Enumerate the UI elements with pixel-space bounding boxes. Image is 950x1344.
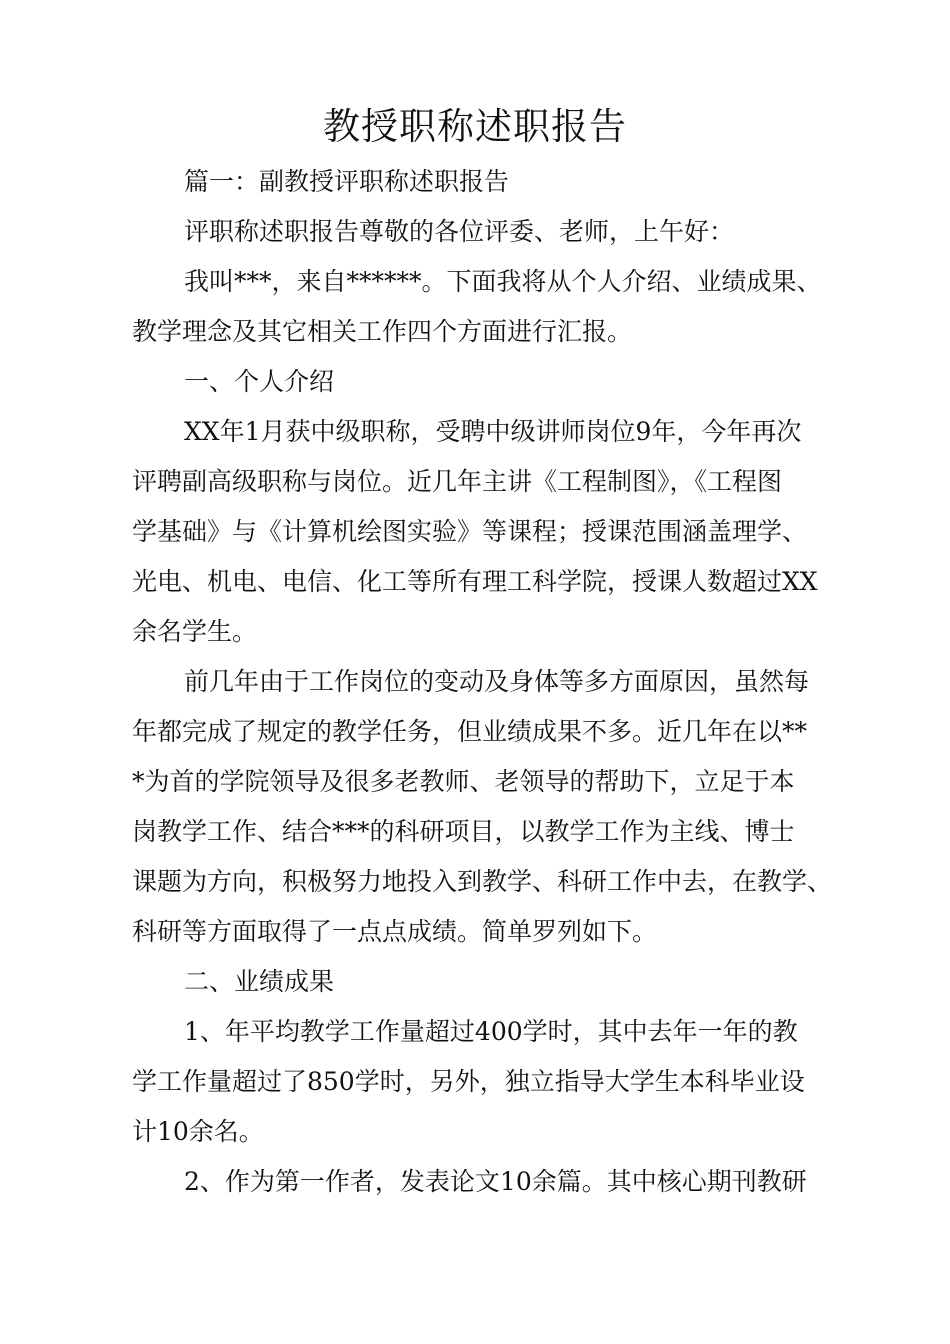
paragraph-line: 课题为方向，积极努力地投入到教学、科研工作中去，在教学、 <box>132 867 833 896</box>
paragraph-line: 岗教学工作、结合***的科研项目，以教学工作为主线、博士 <box>132 817 795 846</box>
section-heading: 二、业绩成果 <box>184 967 335 996</box>
paragraph-line: 1、年平均教学工作量超过400学时，其中去年一年的教 <box>184 1017 798 1046</box>
paragraph-line: 年都完成了规定的教学任务，但业绩成果不多。近几年在以** <box>132 717 808 746</box>
document-title: 教授职称述职报告 <box>323 105 627 148</box>
paragraph-line: 评聘副高级职称与岗位。近几年主讲《工程制图》，《工程图 <box>132 467 783 496</box>
section-heading: 篇一：副教授评职称述职报告 <box>184 167 510 196</box>
greeting-line: 评职称述职报告尊敬的各位评委、老师，上午好： <box>184 217 735 246</box>
paragraph-line: 2、作为第一作者，发表论文10余篇。其中核心期刊教研 <box>184 1167 807 1196</box>
paragraph-line: 教学理念及其它相关工作四个方面进行汇报。 <box>132 317 633 346</box>
paragraph-line: 余名学生。 <box>132 617 258 646</box>
section-heading: 一、个人介绍 <box>184 367 335 396</box>
paragraph-line: 学基础》与《计算机绘图实验》等课程；授课范围涵盖理学、 <box>132 517 808 546</box>
paragraph-line: 前几年由于工作岗位的变动及身体等多方面原因，虽然每 <box>184 667 810 696</box>
paragraph-line: 科研等方面取得了一点点成绩。简单罗列如下。 <box>132 917 658 946</box>
paragraph-line: 学工作量超过了850学时，另外，独立指导大学生本科毕业设 <box>132 1067 805 1096</box>
paragraph-line: 我叫***，来自******。下面我将从个人介绍、业绩成果、 <box>184 267 822 296</box>
paragraph-line: 计10余名。 <box>132 1117 264 1146</box>
paragraph-line: XX年1月获中级职称，受聘中级讲师岗位9年，今年再次 <box>184 417 802 446</box>
paragraph-line: 光电、机电、电信、化工等所有理工科学院，授课人数超过XX <box>132 567 818 596</box>
paragraph-line: *为首的学院领导及很多老教师、老领导的帮助下，立足于本 <box>132 767 795 796</box>
